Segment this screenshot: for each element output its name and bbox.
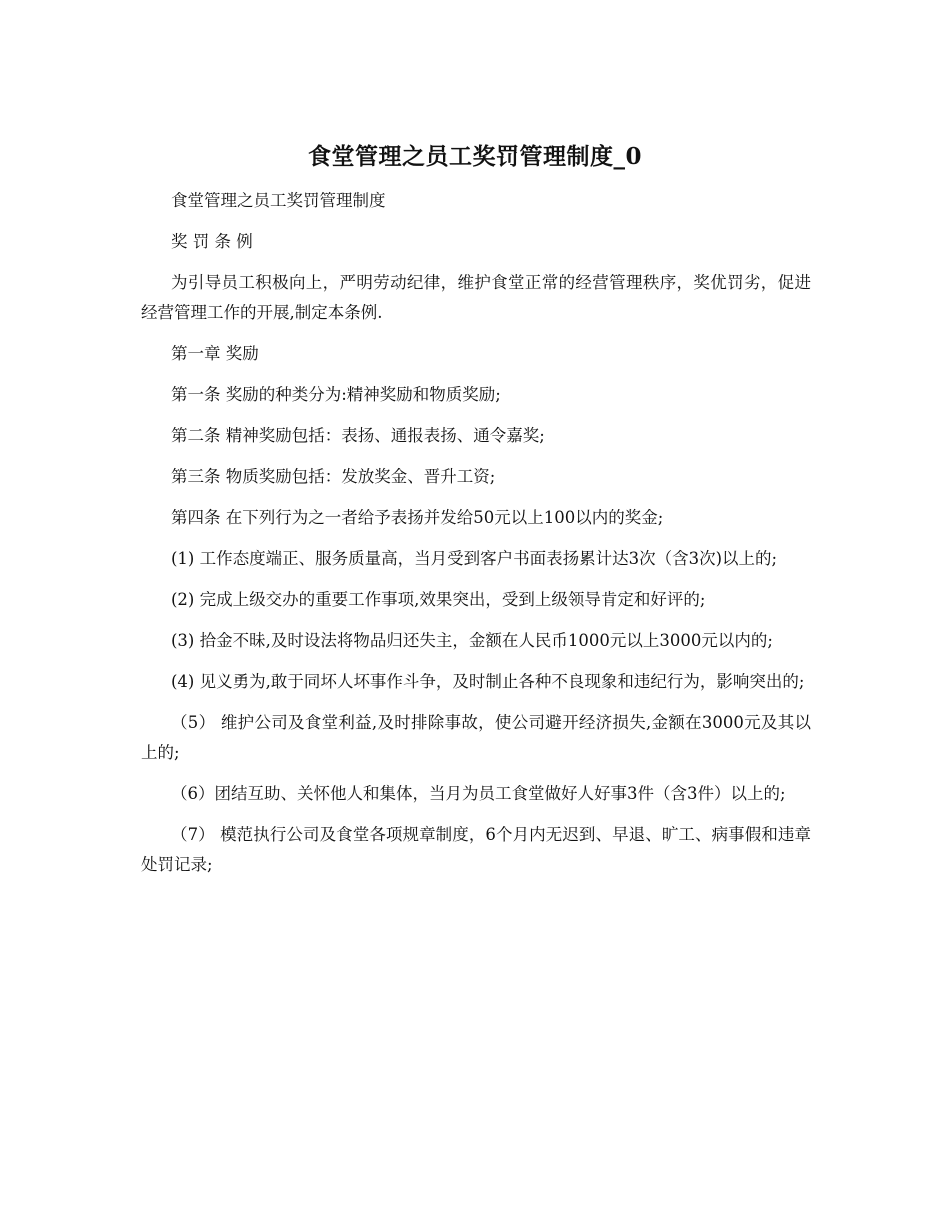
- document-title: 食堂管理之员工奖罚管理制度_0: [307, 143, 642, 170]
- list-item-4: (4) 见义勇为,敢于同坏人坏事作斗争，及时制止各种不良现象和违纪行为，影响突出的;: [171, 672, 805, 691]
- paragraph-article-2: 第二条 精神奖励包括：表扬、通报表扬、通令嘉奖;: [171, 426, 545, 445]
- list-item-2: (2) 完成上级交办的重要工作事项,效果突出，受到上级领导肯定和好评的;: [171, 590, 706, 609]
- list-item-5: （5） 维护公司及食堂利益,及时排除事故，使公司避开经济损失,金额在3000元及其以上的;: [141, 713, 811, 762]
- paragraph-article-1: 第一条 奖励的种类分为:精神奖励和物质奖励;: [171, 385, 501, 404]
- paragraph-article-3: 第三条 物质奖励包括：发放奖金、晋升工资;: [171, 467, 496, 486]
- paragraph-subtitle: 食堂管理之员工奖罚管理制度: [171, 191, 386, 210]
- list-item-3: (3) 拾金不昧,及时设法将物品归还失主，金额在人民币1000元以上3000元以内的;: [171, 631, 773, 650]
- paragraph-article-4: 第四条 在下列行为之一者给予表扬并发给50元以上100以内的奖金;: [171, 508, 664, 527]
- list-item-7: （7） 模范执行公司及食堂各项规章制度，6个月内无迟到、早退、旷工、病事假和违章处罚记录;: [141, 825, 811, 874]
- paragraph-intro: 为引导员工积极向上，严明劳动纪律，维护食堂正常的经营管理秩序，奖优罚劣，促进经营管理工作的开展,制定本条例.: [141, 273, 811, 322]
- paragraph-chapter-heading: 第一章 奖励: [171, 344, 259, 363]
- paragraph-section-heading: 奖 罚 条 例: [171, 232, 253, 251]
- list-item-6: （6）团结互助、关怀他人和集体，当月为员工食堂做好人好事3件（含3件）以上的;: [171, 784, 786, 803]
- document-body: [141, 186, 811, 891]
- list-item-1: (1) 工作态度端正、服务质量高，当月受到客户书面表扬累计达3次（含3次)以上的;: [171, 549, 778, 568]
